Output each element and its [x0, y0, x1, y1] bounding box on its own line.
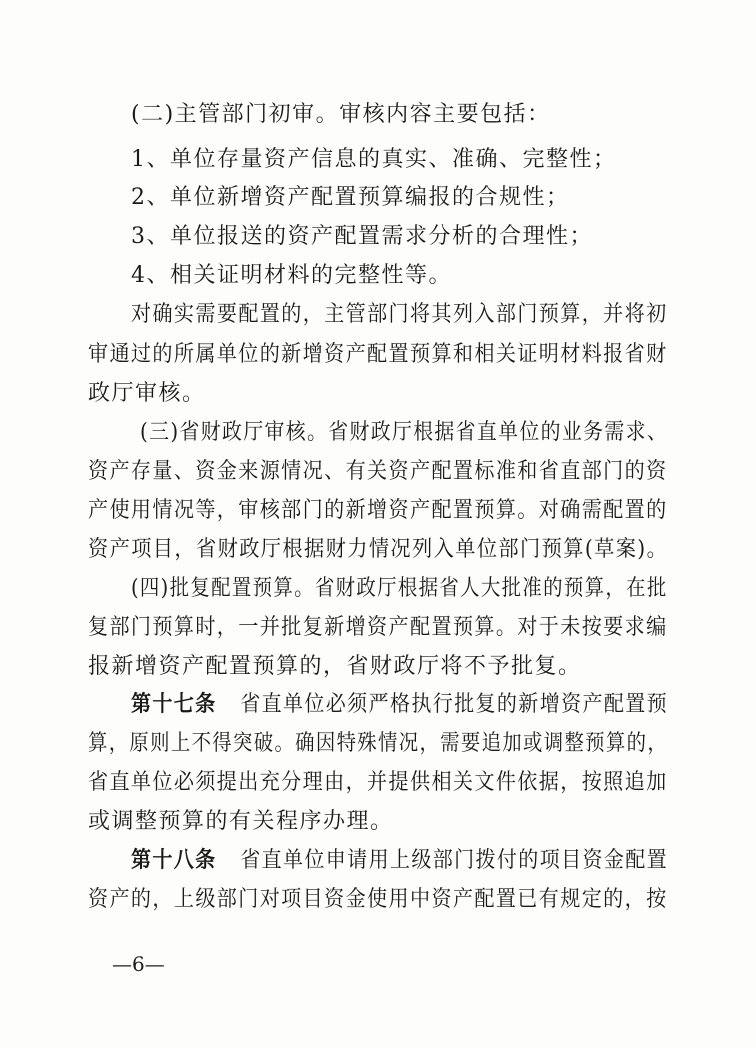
text-line-14: 复部门预算时，一并批复新增资产配置预算。对于未按要求编 — [88, 615, 668, 640]
text-line-15: 报新增资产配置预算的，省财政厅将不予批复。 — [88, 654, 582, 679]
article-18-line — [131, 843, 668, 874]
text-line-2: 1、单位存量资产信息的真实、准确、完整性； — [131, 147, 617, 172]
text-line-12: 资产项目，省财政厅根据财力情况列入单位部门预算(草案)。 — [88, 537, 669, 562]
text-line-6: 对确实需要配置的，主管部门将其列入部门预算，并将初 — [131, 302, 668, 327]
text-line-10: 资产存量、资金来源情况、有关资产配置标准和省直部门的资 — [88, 459, 668, 484]
article-17-text: 省直单位必须严格执行批复的新增资产配置预 — [240, 692, 669, 717]
text-line-3: 2、单位新增资产配置预算编报的合规性； — [131, 185, 570, 210]
text-line-21: 资产的，上级部门对项目资金使用中资产配置已有规定的，按 — [88, 887, 668, 912]
text-line-17: 算，原则上不得突破。确因特殊情况，需要追加或调整预算的， — [88, 731, 669, 756]
page-number: —6— — [112, 952, 165, 976]
text-line-4: 3、单位报送的资产配置需求分析的合理性； — [131, 224, 593, 249]
text-line-5: 4、相关证明材料的完整性等。 — [131, 263, 452, 288]
text-line-9: (三)省财政厅审核。省财政厅根据省直单位的业务需求、 — [140, 420, 669, 445]
text-line-8: 政厅审核。 — [88, 381, 206, 406]
text-line-11: 产使用情况等，审核部门的新增资产配置预算。对确需配置的 — [88, 498, 668, 523]
article-18-text: 省直单位申请用上级部门拨付的项目资金配置 — [240, 848, 669, 873]
text-line-18: 省直单位必须提出充分理由，并提供相关文件依据，按照追加 — [88, 770, 668, 795]
article-18-label: 第十八条 — [131, 847, 217, 873]
text-line-1: (二)主管部门初审。审核内容主要包括： — [131, 102, 551, 127]
text-line-13: (四)批复配置预算。省财政厅根据省人大批准的预算，在批 — [131, 576, 668, 601]
text-line-19: 或调整预算的有关程序办理。 — [88, 809, 394, 834]
article-17-line — [131, 687, 668, 718]
article-17-label: 第十七条 — [131, 691, 217, 717]
text-line-7: 审通过的所属单位的新增资产配置预算和相关证明材料报省财 — [88, 342, 668, 367]
